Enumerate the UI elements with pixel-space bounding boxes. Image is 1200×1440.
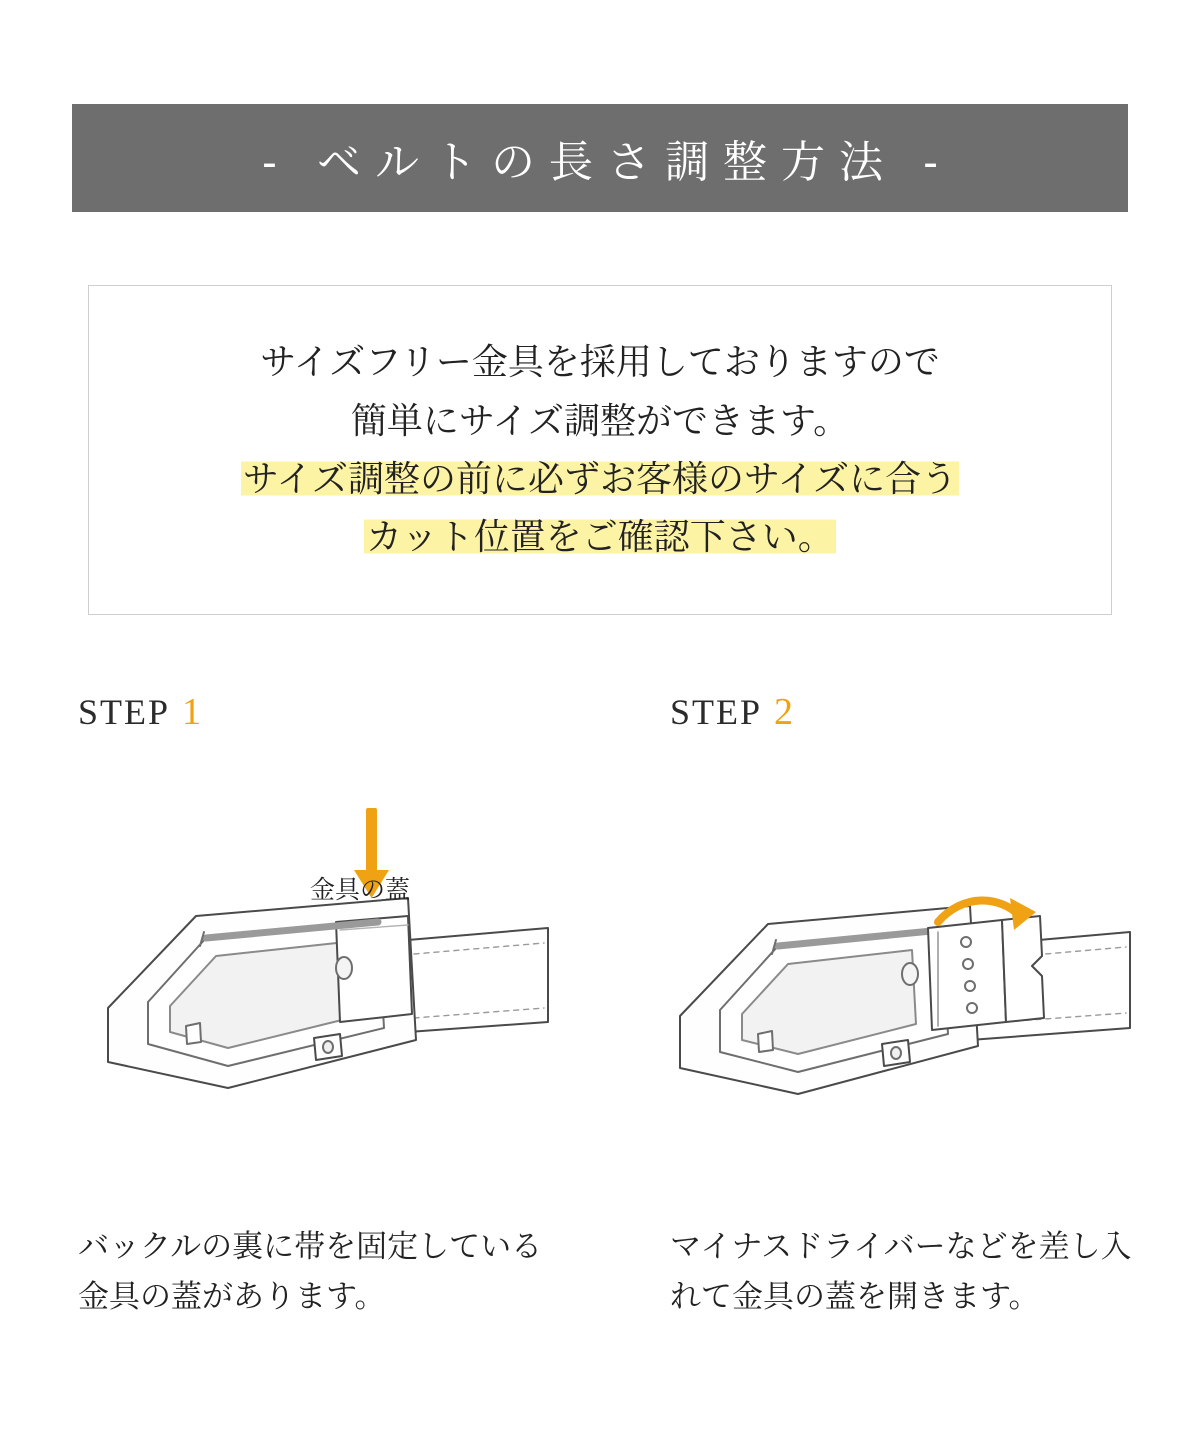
step-1-callout-label: 金具の蓋	[310, 876, 411, 904]
intro-box	[88, 285, 1112, 615]
step-2	[670, 690, 1190, 1322]
step-1-label: STEP	[78, 692, 171, 732]
step-2-number: 2	[774, 691, 796, 733]
intro-line-2: 簡単にサイズ調整ができます。	[350, 399, 850, 441]
step-2-heading	[670, 690, 1190, 736]
intro-line-4	[364, 508, 836, 566]
intro-line-4-text: カット位置をご確認下さい。	[366, 516, 834, 558]
steps-section	[0, 690, 1200, 1322]
step-2-illustration-wrap	[670, 770, 1190, 1170]
step-1-heading	[78, 690, 598, 736]
step-2-label: STEP	[670, 692, 763, 732]
page-title: - ベルトの長さ調整方法 -	[262, 138, 952, 187]
intro-line-3	[241, 450, 959, 508]
page-title-banner	[72, 104, 1128, 212]
step-1-caption: バックルの裏に帯を固定している金具の蓋があります。	[78, 1229, 543, 1315]
step-1-number: 1	[182, 691, 204, 733]
intro-line-3-text: サイズ調整の前に必ずお客様のサイズに合う	[242, 458, 958, 499]
intro-line-1: サイズフリー金具を採用しておりますので	[260, 341, 940, 383]
buckle-closed-illustration	[78, 770, 598, 1170]
step-1	[78, 690, 598, 1322]
step-2-caption: マイナスドライバーなどを差し入れて金具の蓋を開きます。	[670, 1229, 1132, 1315]
buckle-open-illustration	[670, 770, 1190, 1170]
step-1-illustration-wrap	[78, 770, 598, 1170]
